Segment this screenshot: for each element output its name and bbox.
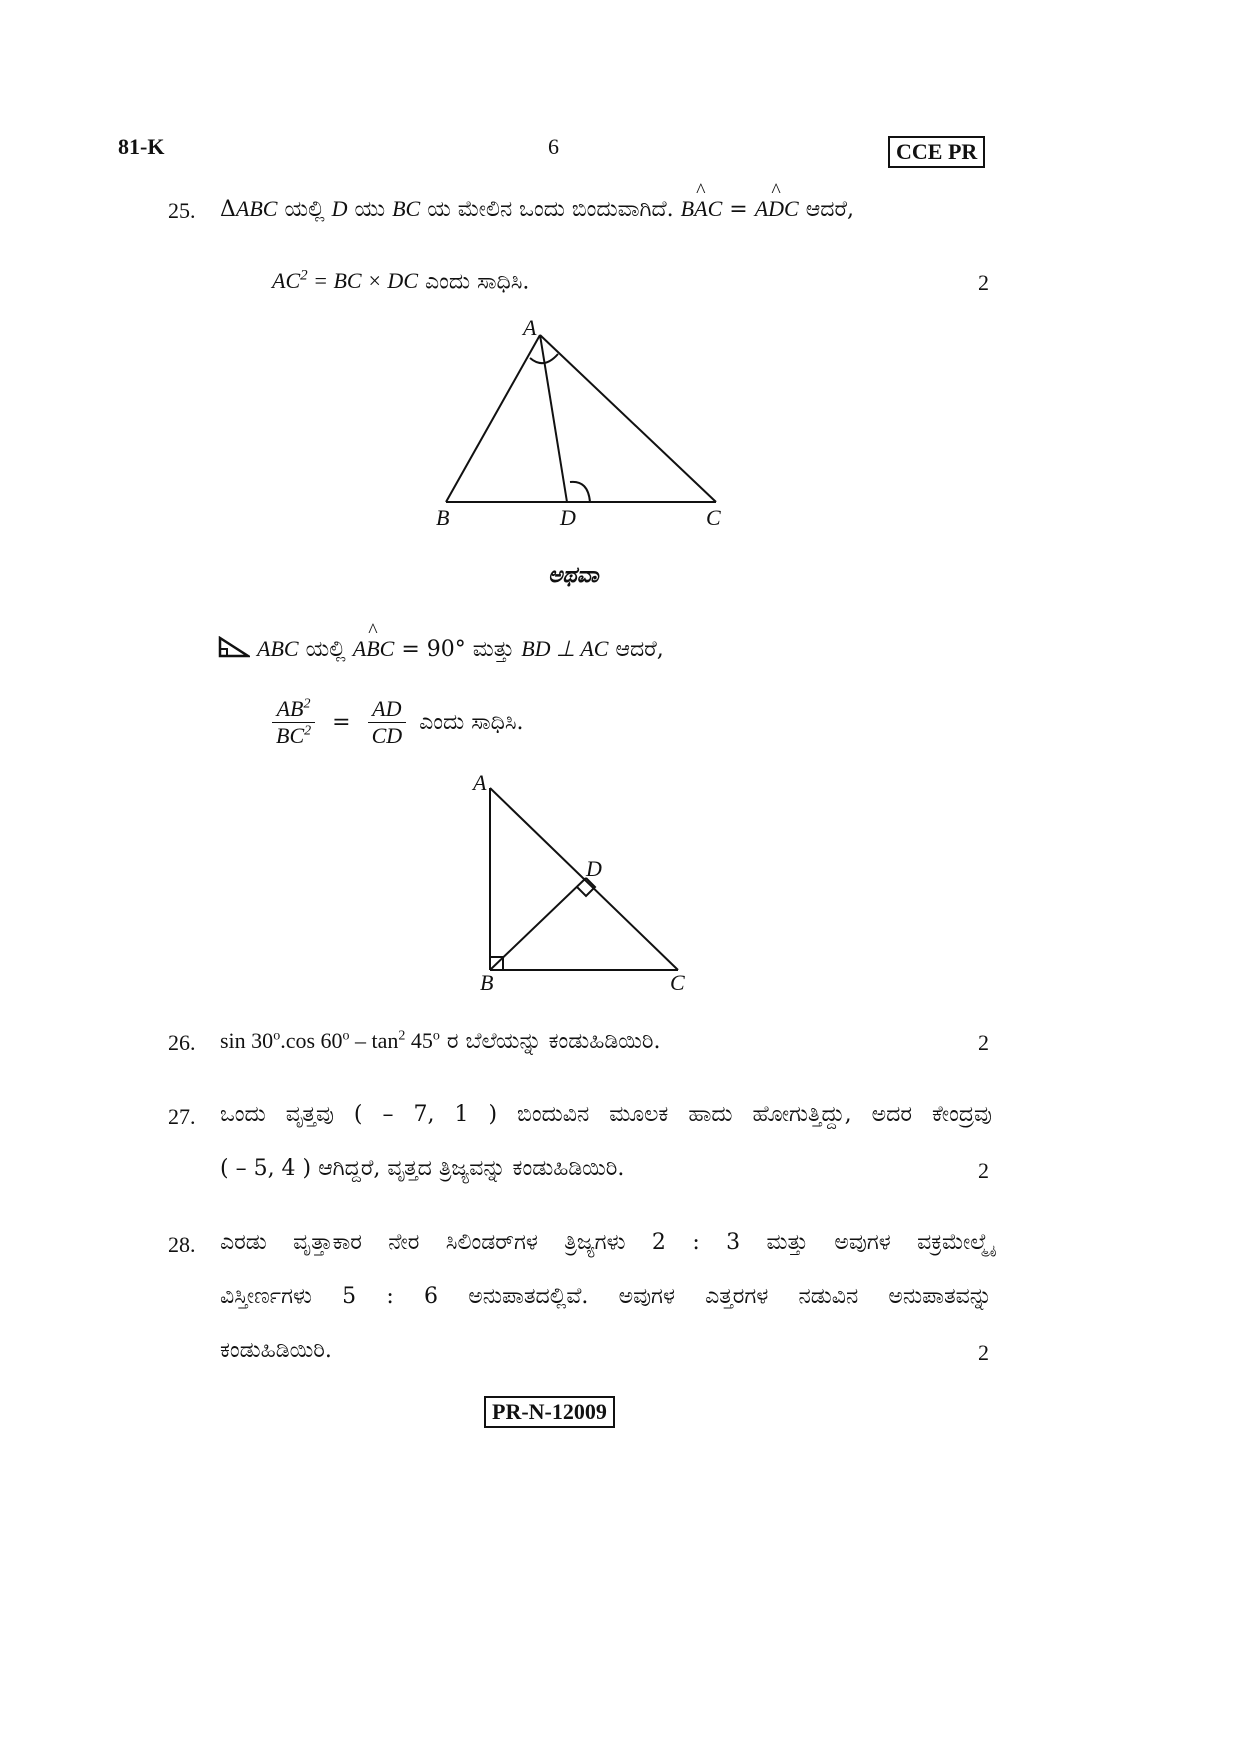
q27-line1: ಒಂದು ವೃತ್ತವು ( – 7, 1 ) ಬಿಂದುವಿನ ಮೂಲಕ ಹಾದು ಹೋಗುತ್ತಿದ್ದು, ಅದರ ಕೇಂದ್ರವು bbox=[220, 1102, 992, 1127]
scheme-code: CCE PR bbox=[888, 136, 985, 168]
q26-marks: 2 bbox=[978, 1030, 989, 1055]
q25-line2: $AC^2$ = BC × DC ಎಂದು ಸಾಧಿಸಿ. bbox=[272, 268, 530, 295]
triangle-figure-1 bbox=[420, 310, 760, 540]
q25-alt-line1: ABC ಯಲ್ಲಿ A^ BC = 90° ಮತ್ತು BD ⊥ AC ಆದರೆ, bbox=[218, 636, 664, 662]
label-b: B bbox=[480, 970, 494, 995]
q27-line2: ( – 5, 4 ) ಆಗಿದ್ದರೆ, ವೃತ್ತದ ತ್ರಿಜ್ಯವನ್ನು ಕಂಡುಹಿಡಿಯಿರಿ. bbox=[220, 1156, 625, 1181]
angle-adc: A^ DC bbox=[755, 196, 799, 221]
q28-line1: ಎರಡು ವೃತ್ತಾಕಾರ ನೇರ ಸಿಲಿಂಡರ್‌ಗಳ ತ್ರಿಜ್ಯಗಳು 2 : 3 ಮತ್ತು ಅವುಗಳ ವಕ್ರಮೇಲ್ಮೈ bbox=[220, 1230, 992, 1255]
q28-line3: ಕಂಡುಹಿಡಿಯಿರಿ. bbox=[220, 1338, 332, 1363]
q28-line2: ವಿಸ್ತೀರ್ಣಗಳು 5 : 6 ಅನುಪಾತದಲ್ಲಿವೆ. ಅವುಗಳ ಎತ್ತರಗಳ ನಡುವಿನ ಅನುಪಾತವನ್ನು bbox=[220, 1284, 992, 1309]
q26-number: 26. bbox=[168, 1030, 196, 1055]
label-a: A bbox=[473, 770, 487, 795]
footer-code: PR-N-12009 bbox=[484, 1396, 615, 1428]
label-b: B bbox=[436, 505, 450, 530]
q25-line1: ΔABC ಯಲ್ಲಿ D ಯು BC ಯ ಮೇಲಿನ ಒಂದು ಬಿಂದುವಾಗಿದೆ. B^ AC = A^ DC ಆದರೆ, bbox=[220, 196, 854, 222]
label-c: C bbox=[706, 505, 721, 530]
label-a: A bbox=[523, 315, 537, 340]
angle-abc: A^ BC bbox=[353, 636, 395, 661]
q25-alt-line2: $\frac{AB^2}{BC^2}$ = $\frac{AD}{CD}$ ಎಂದು ಸಾಧಿಸಿ. bbox=[272, 696, 524, 749]
q27-marks: 2 bbox=[978, 1158, 989, 1183]
angle-bac: B^ AC bbox=[681, 196, 723, 221]
cevian-ad bbox=[540, 335, 567, 502]
label-d: D bbox=[560, 505, 576, 530]
paper-code: 81-K bbox=[118, 134, 165, 159]
angle-arc-d bbox=[570, 482, 590, 502]
label-d: D bbox=[586, 856, 602, 881]
q27-number: 27. bbox=[168, 1104, 196, 1129]
label-c: C bbox=[670, 970, 685, 995]
q28-marks: 2 bbox=[978, 1340, 989, 1365]
q28-number: 28. bbox=[168, 1232, 196, 1257]
q25-marks: 2 bbox=[978, 270, 989, 295]
triangle-figure-2 bbox=[460, 766, 720, 998]
fraction-ab2-bc2: $\frac{AB^2}{BC^2}$ bbox=[272, 696, 315, 749]
side-ac bbox=[540, 335, 716, 502]
altitude-bd bbox=[490, 878, 586, 970]
side-ab bbox=[446, 335, 540, 502]
q25-number: 25. bbox=[168, 198, 196, 223]
q26-text: sin 30$^o$.cos $60^o - \tan^2 45^o$ ರ ಬೆಲೆಯನ್ನು ಕಂಡುಹಿಡಿಯಿರಿ. bbox=[220, 1028, 661, 1054]
right-triangle-icon bbox=[218, 636, 250, 658]
or-separator: ಅಥವಾ bbox=[548, 562, 599, 588]
fraction-ad-cd: $\frac{AD}{CD}$ bbox=[368, 696, 407, 749]
page-number: 6 bbox=[548, 134, 559, 159]
